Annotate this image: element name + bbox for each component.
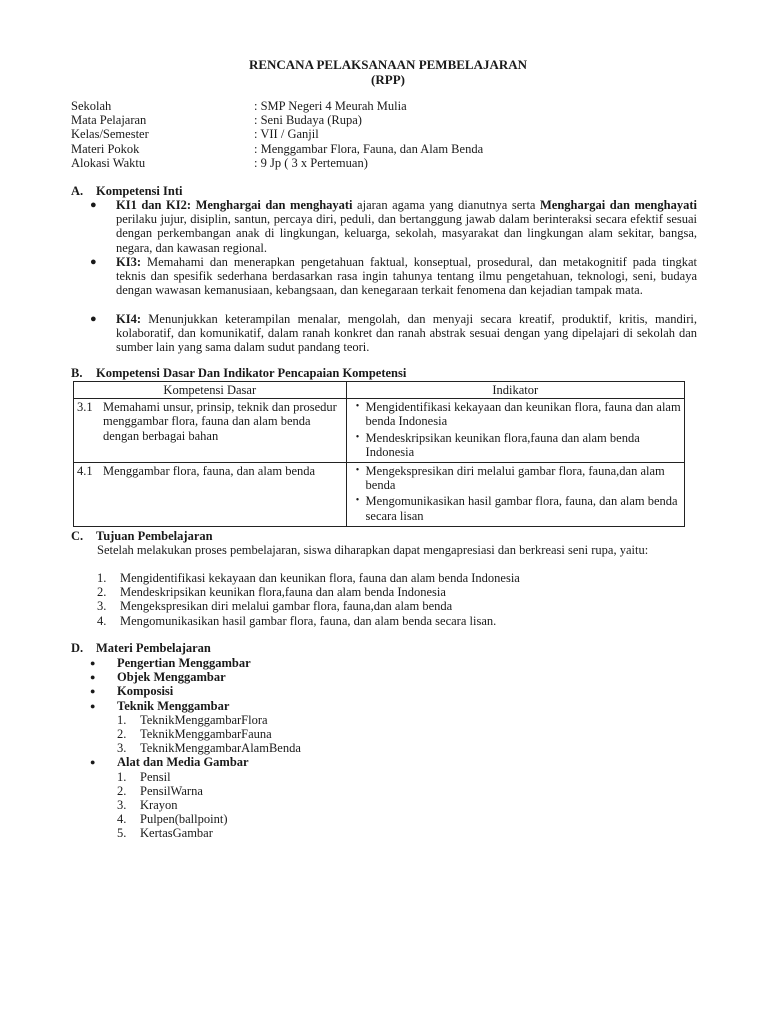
section-b-heading [71,366,406,380]
indicator-item [350,431,681,459]
item-number: 1. [117,712,127,727]
table-row [74,399,685,463]
section-letter: A. [71,184,84,198]
document-title-block [0,57,768,87]
item-number: 4. [97,613,107,628]
tujuan-list [97,571,520,628]
ki-label: KI4: [116,312,141,326]
ki-label: KI3: [116,255,141,269]
section-a-heading [71,184,182,198]
item-text: Objek Menggambar [117,670,226,685]
sub-list-item [90,812,301,826]
item-text: KertasGambar [140,826,213,841]
ki-text: ajaran agama yang dianutnya serta [352,198,540,212]
item-text: Teknik Menggambar [117,698,230,713]
info-label: Mata Pelajaran [71,113,147,128]
info-label: Materi Pokok [71,141,140,156]
info-label: Kelas/Semester [71,127,149,142]
section-title: Kompetensi Dasar Dan Indikator Pencapaian Kompetensi [96,366,407,380]
kd-indikator-table [73,381,685,527]
item-text: Mengekspresikan diri melalui gambar flora, fauna,dan alam benda [120,599,453,614]
info-row [71,127,483,141]
column-header: Indikator [346,382,684,399]
section-letter: B. [71,366,83,380]
bullet-icon: ● [90,199,97,211]
item-number: 2. [97,585,107,600]
item-text: Krayon [140,797,178,812]
kd-number: 4.1 [77,464,93,479]
sub-list-item [90,826,301,840]
table-cell [74,463,347,527]
document-subtitle: (RPP) [371,72,405,87]
item-text: TeknikMenggambarAlamBenda [140,741,301,756]
sub-list-item [90,770,301,784]
list-item [97,571,520,585]
sub-list-item [90,784,301,798]
bullet-icon: • [355,465,360,477]
list-item [90,312,697,355]
kd-text: Memahami unsur, prinsip, teknik dan prosedur menggambar flora, fauna dan alam benda dengan berbagai bahan [103,400,337,443]
section-title: Kompetensi Inti [96,184,183,198]
ki-text: perilaku jujur, disiplin, santun, percaya diri, peduli, dan bertanggung jawab dalam berinteraksi secara efektif sesuai dengan perkembangan anak di lingkungan, keluarga, sekolah, masyarakat dan lingkungan alam sekitar, bangsa, negara, dan kawasan regional. [116,212,697,255]
materi-list [90,656,301,840]
item-text: TeknikMenggambarFauna [140,726,272,741]
item-number: 1. [117,769,127,784]
sub-list-item [90,727,301,741]
indicator-text: Mendeskripsikan keunikan flora,fauna dan alam benda Indonesia [365,430,640,459]
identity-block [71,99,483,170]
item-text: Alat dan Media Gambar [117,755,249,770]
bullet-icon: ● [90,700,96,711]
kd-number: 3.1 [77,400,93,415]
indicator-text: Mengidentifikasi kekayaan dan keunikan flora, fauna dan alam benda Indonesia [365,400,681,429]
item-text: PensilWarna [140,783,203,798]
bullet-icon: • [355,401,360,413]
bullet-icon: ● [90,313,97,325]
table-cell [346,399,684,463]
item-number: 2. [117,726,127,741]
section-letter: D. [71,641,84,655]
table-cell [346,463,684,527]
list-item [97,599,520,613]
table-cell [74,399,347,463]
ki-text: Menunjukkan keterampilan menalar, mengolah, dan menyaji secara kreatif, produktif, kritis, mandiri, kolaboratif, dan komunikatif, dalam ranah konkret dan ranah abstrak sesuai dengan yang dipelajari di sekolah dan sumber lain yang sama dalam sudut pandang teori. [116,312,697,355]
item-text: Mengidentifikasi kekayaan dan keunikan flora, fauna dan alam benda Indonesia [120,571,520,585]
item-text: Pulpen(ballpoint) [140,812,228,827]
bullet-icon: ● [90,672,96,683]
list-item [90,684,301,698]
item-number: 5. [117,826,127,841]
list-item [90,755,301,769]
item-text: Pensil [140,769,171,784]
info-row [71,99,483,113]
item-number: 3. [97,599,107,614]
section-title: Materi Pembelajaran [96,641,211,655]
info-value: : 9 Jp ( 3 x Pertemuan) [254,155,368,170]
bullet-icon: ● [90,658,96,668]
column-header: Kompetensi Dasar [74,382,347,399]
list-item [97,585,520,599]
indicator-text: Mengomunikasikan hasil gambar flora, fauna, dan alam benda secara lisan [365,494,678,523]
item-number: 4. [117,812,127,827]
table-row [74,463,685,527]
bullet-icon: • [355,495,360,507]
indicator-text: Mengekspresikan diri melalui gambar flora, fauna,dan alam benda [365,464,665,493]
item-number: 3. [117,741,127,756]
table-header-row [74,382,685,399]
item-text: Komposisi [117,684,174,699]
info-row [71,142,483,156]
bullet-icon: ● [90,757,96,768]
bullet-icon: • [355,431,360,443]
list-item [90,699,301,713]
item-number: 2. [117,783,127,798]
list-item [90,656,301,670]
item-text: Pengertian Menggambar [117,656,251,670]
list-item [90,255,697,312]
item-number: 1. [97,571,107,585]
ki-label: KI1 dan KI2: [116,198,196,212]
section-d-heading [71,641,211,655]
ki-emphasis: Menghargai dan menghayati [195,198,353,212]
info-value: : Seni Budaya (Rupa) [254,113,362,128]
indicator-item [350,494,681,522]
info-value: : SMP Negeri 4 Meurah Mulia [254,99,407,113]
section-letter: C. [71,529,84,543]
indicator-item [350,464,681,492]
sub-list-item [90,741,301,755]
kd-text: Menggambar flora, fauna, dan alam benda [103,464,316,479]
indicator-item [350,400,681,428]
section-title: Tujuan Pembelajaran [96,529,213,543]
info-label: Sekolah [71,99,112,113]
item-text: Mengomunikasikan hasil gambar flora, fauna, dan alam benda secara lisan. [120,613,497,628]
info-value: : Menggambar Flora, Fauna, dan Alam Benda [254,141,484,156]
item-text: TeknikMenggambarFlora [140,712,268,727]
sub-list-item [90,798,301,812]
info-label: Alokasi Waktu [71,155,146,170]
list-item [90,670,301,684]
info-value: : VII / Ganjil [254,127,319,142]
bullet-icon: ● [90,686,96,697]
bullet-icon: ● [90,256,97,268]
info-row [71,113,483,127]
ki-text: Memahami dan menerapkan pengetahuan faktual, konseptual, prosedural, dan metakognitif pada tingkat teknis dan spesifik sederhana berdasarkan rasa ingin tahunya tentang ilmu pengetahuan, teknologi, seni, budaya dengan wawasan kemanusiaan, kebangsaan, dan kenegaraan terkait fenomena dan kejadian tampak mata. [116,255,697,298]
list-item [97,614,520,628]
document-title: RENCANA PELAKSANAAN PEMBELAJARAN [248,57,528,72]
kompetensi-inti-list [90,198,697,355]
item-number: 3. [117,797,127,812]
item-text: Mendeskripsikan keunikan flora,fauna dan alam benda Indonesia [120,585,446,600]
sub-list-item [90,713,301,727]
info-row [71,156,483,170]
ki-emphasis: Menghargai dan menghayati [540,198,697,212]
section-c-heading [71,529,213,543]
list-item [90,198,697,255]
tujuan-intro: Setelah melakukan proses pembelajaran, siswa diharapkan dapat mengapresiasi dan berkreasi seni rupa, yaitu: [97,543,649,557]
